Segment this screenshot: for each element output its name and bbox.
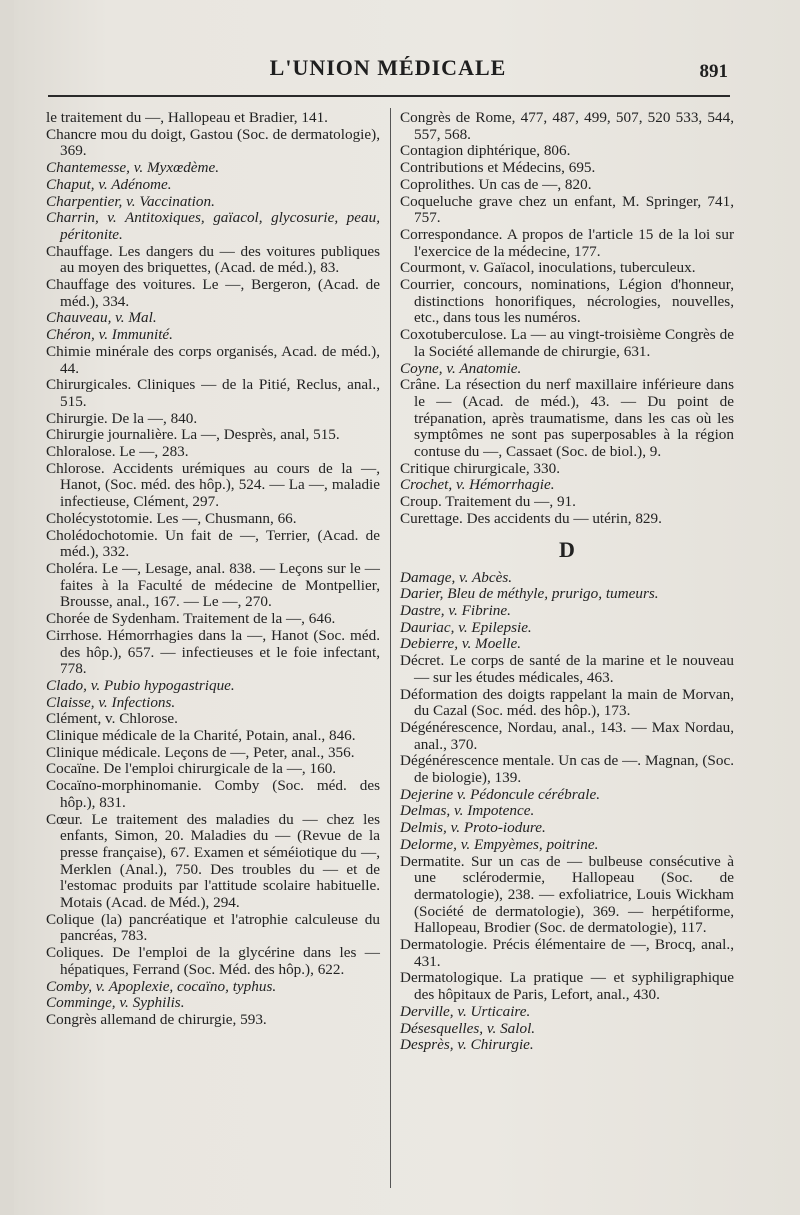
index-entry: Chauffage. Les dangers du — des voitures publiques au moyen des briquettes, (Acad. de méd.), 83. — [46, 242, 380, 277]
index-entry: Chancre mou du doigt, Gastou (Soc. de dermatologie), 369. — [46, 125, 380, 160]
index-entry: Congrès allemand de chirurgie, 593. — [46, 1010, 267, 1028]
page-number: 891 — [699, 61, 728, 82]
index-entry: Décret. Le corps de santé de la marine et le nouveau — sur les études médicales, 463. — [400, 652, 734, 686]
index-entry: Désesquelles, v. Salol. — [400, 1019, 536, 1037]
index-entry: Crâne. La résection du nerf maxillaire inférieure dans le — (Acad. de méd.), 43. — Du point de trépanation, après traumatisme, dans les cas où les symptômes ne sont pas superposables à la région contuse du —, Cassaet (Soc. de biol.), 9. — [400, 376, 734, 461]
index-entry: Dermatite. Sur un cas de — bulbeuse consécutive à une sclérodermie, Hallopeau (Soc. de dermatologie), 238. — exfoliatrice, Louis Wickham (Société de dermatologie), 369. — herpétiforme, Hallopeau, Brodier (Soc. de dermatologie), 117. — [400, 852, 734, 937]
index-entry: Colique (la) pancréatique et l'atrophie calculeuse du pancréas, 783. — [46, 910, 380, 945]
index-entry: Chaput, v. Adénome. — [46, 175, 172, 193]
index-entry: Chirurgicales. Cliniques — de la Pitié, Reclus, anal., 515. — [46, 376, 380, 410]
index-entry: Dégénérescence mentale. Un cas de —. Magnan, (Soc. de biologie), 139. — [400, 752, 734, 787]
index-entry: Dastre, v. Fibrine. — [400, 601, 511, 619]
index-entry: Déformation des doigts rappelant la main de Morvan, du Cazal (Soc. méd. des hôp.), 173. — [400, 685, 734, 720]
header-rule — [48, 95, 730, 97]
index-entry: Dermatologique. La pratique — et syphiligraphique des hôpitaux de Paris, Lefort, anal., 430. — [400, 969, 734, 1004]
index-entry: Clément, v. Chlorose. — [46, 710, 178, 728]
index-entry: Delmas, v. Impotence. — [400, 802, 535, 820]
right-column-entries-d — [400, 570, 734, 1054]
index-entry: Chirurgie. De la —, 840. — [46, 409, 198, 427]
index-entry: Cirrhose. Hémorrhagies dans la —, Hanot (Soc. méd. des hôp.), 657. — infectieuses et le foie infectant, 778. — [46, 626, 380, 678]
index-entry: Charrin, v. Antitoxiques, gaïacol, glycosurie, peau, péritonite. — [46, 209, 380, 243]
index-entry: Chauffage des voitures. Le —, Bergeron, (Acad. de méd.), 334. — [46, 276, 380, 310]
index-entry: Coxotuberculose. La — au vingt-troisième Congrès de la Société allemande de chirurgie, 631. — [400, 326, 734, 360]
index-entry: Courrier, concours, nominations, Légion d'honneur, distinctions honorifiques, nécrologies, nouvelles, etc., dans tous les numéros. — [400, 276, 734, 327]
page-header — [48, 55, 728, 89]
index-entry: Derville, v. Urticaire. — [400, 1002, 531, 1020]
index-entry: Chimie minérale des corps organisés, Acad. de méd.), 44. — [46, 342, 380, 377]
index-entry: Clado, v. Pubio hypogastrique. — [46, 676, 235, 694]
index-entry: Curettage. Des accidents du — utérin, 829. — [400, 509, 662, 527]
index-entry: Choléra. Le —, Lesage, anal. 838. — Leçons sur le — faites à la Faculté de médecine de Montpellier, Brousse, anal., 167. — Le —, 270. — [46, 559, 380, 611]
index-entry: Darier, Bleu de méthyle, prurigo, tumeurs. — [400, 585, 659, 603]
index-entry: Coprolithes. Un cas de —, 820. — [400, 175, 592, 193]
index-entry: Desprès, v. Chirurgie. — [400, 1036, 534, 1054]
index-entry: Cholédochotomie. Un fait de —, Terrier, (Acad. de méd.), 332. — [46, 526, 380, 561]
index-entry: Croup. Traitement du —, 91. — [400, 493, 576, 511]
index-entry: Delorme, v. Empyèmes, poitrine. — [400, 835, 599, 853]
index-entry: Dégénérescence, Nordau, anal., 143. — Max Nordau, anal., 370. — [400, 718, 734, 753]
index-entry: Congrès de Rome, 477, 487, 499, 507, 520 533, 544, 557, 568. — [400, 109, 734, 143]
index-entry: Comminge, v. Syphilis. — [46, 994, 185, 1012]
book-page — [14, 0, 800, 1215]
index-entry: Coliques. De l'emploi de la glycérine dans les — hépatiques, Ferrand (Soc. Méd. des hôp.), 622. — [46, 944, 380, 978]
index-entry: Chantemesse, v. Myxœdème. — [46, 159, 220, 177]
index-entry: Chorée de Sydenham. Traitement de la —, 646. — [46, 610, 336, 628]
index-entry: Chauveau, v. Mal. — [46, 309, 157, 327]
index-entry: Delmis, v. Proto-iodure. — [400, 819, 546, 837]
section-letter: D — [559, 536, 575, 562]
index-entry: Chéron, v. Immunité. — [46, 326, 173, 344]
index-entry: Dejerine v. Pédoncule cérébrale. — [400, 785, 601, 803]
index-entry: Crochet, v. Hémorrhagie. — [400, 476, 555, 494]
index-entry: Courmont, v. Gaïacol, inoculations, tuberculeux. — [400, 259, 696, 277]
index-entry: Debierre, v. Moelle. — [400, 635, 522, 653]
index-entry: Coqueluche grave chez un enfant, M. Springer, 741, 757. — [400, 192, 734, 227]
index-entry: Cholécystotomie. Les —, Chusmann, 66. — [46, 509, 297, 527]
index-entry: Cocaïno-morphinomanie. Comby (Soc. méd. des hôp.), 831. — [46, 777, 380, 811]
index-entry: Coyne, v. Anatomie. — [400, 359, 522, 377]
left-column — [46, 110, 380, 1029]
index-entry: Chlorose. Accidents urémiques au cours de la —, Hanot, (Soc. méd. des hôp.), 524. — La —, maladie infectieuse, Clément, 297. — [46, 459, 380, 511]
index-entry: Clinique médicale de la Charité, Potain, anal., 846. — [46, 727, 356, 745]
index-entry: le traitement du —, Hallopeau et Bradier, 141. — [46, 109, 328, 126]
index-entry: Critique chirurgicale, 330. — [400, 459, 560, 477]
index-entry: Chloralose. Le —, 283. — [46, 443, 189, 461]
index-entry: Contributions et Médecins, 695. — [400, 159, 596, 177]
index-entry: Cœur. Le traitement des maladies du — chez les enfants, Simon, 20. Maladies du — (Revue de la presse française), 67. Examen et séméiotique du —, Merklen (Anal.), 750. Des troubles du — et de l'estomac produits par l'attitude scolaire habituelle. Motais (Acad. de Méd.), 294. — [46, 810, 380, 912]
index-entry: Cocaïne. De l'emploi chirurgicale de la —, 160. — [46, 760, 337, 778]
index-entry: Claisse, v. Infections. — [46, 693, 176, 711]
index-entry: Dauriac, v. Epilepsie. — [400, 618, 532, 636]
column-divider — [390, 108, 391, 1188]
running-title: L'UNION MÉDICALE — [269, 55, 507, 80]
index-entry: Comby, v. Apoplexie, cocaïno, typhus. — [46, 977, 277, 995]
index-entry: Dermatologie. Précis élémentaire de —, Brocq, anal., 431. — [400, 936, 734, 970]
index-entry: Damage, v. Abcès. — [400, 568, 513, 586]
index-entry: Contagion diphtérique, 806. — [400, 142, 571, 160]
index-entry: Correspondance. A propos de l'article 15 de la loi sur l'exercice de la médecine, 177. — [400, 225, 734, 260]
right-column — [400, 110, 734, 1054]
right-column-entries-c — [400, 110, 734, 528]
index-entry: Charpentier, v. Vaccination. — [46, 192, 215, 210]
index-entry: Clinique médicale. Leçons de —, Peter, anal., 356. — [46, 743, 355, 761]
index-entry: Chirurgie journalière. La —, Desprès, anal, 515. — [46, 426, 340, 444]
